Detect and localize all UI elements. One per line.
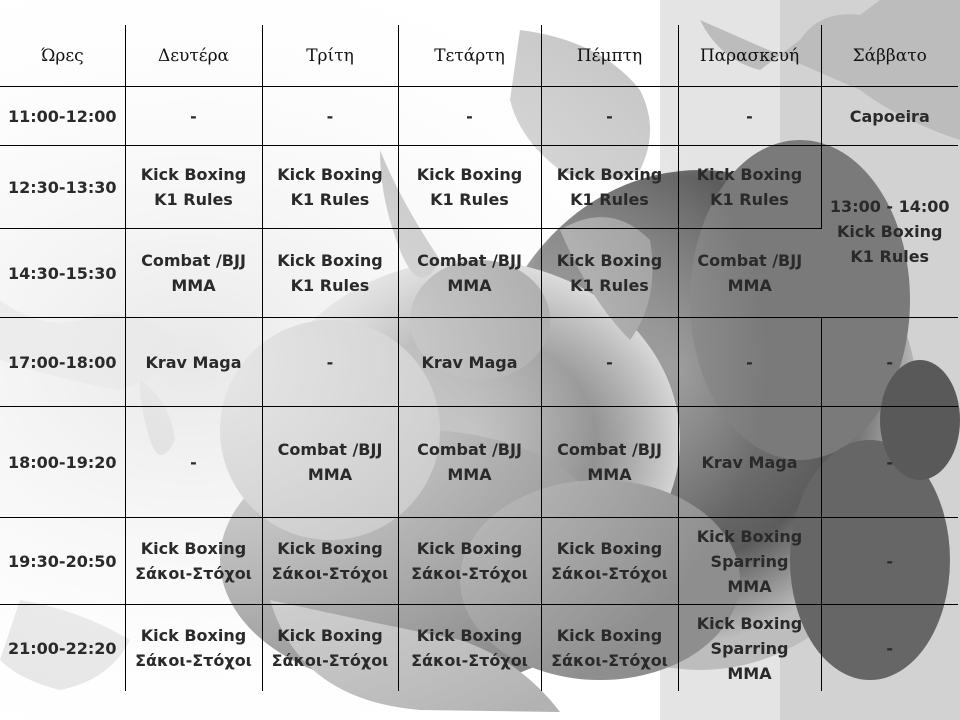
schedule-cell: - [125,407,262,518]
schedule-cell: Combat /BJJ MMA [398,407,541,518]
schedule-cell: Kick Boxing Σάκοι-Στόχοι [398,605,541,692]
schedule-cell: Kick Boxing K1 Rules [541,229,678,318]
schedule-cell: - [262,318,398,407]
schedule-cell-saturday-midday: 13:00 - 14:00 Kick Boxing K1 Rules [821,146,958,318]
schedule-cell: Kick Boxing Σάκοι-Στόχοι [541,605,678,692]
table-row [0,318,958,407]
schedule-cell: Kick Boxing K1 Rules [125,146,262,229]
schedule-cell: Kick Boxing Sparring MMA [678,605,821,692]
time-cell: 11:00-12:00 [0,87,125,146]
header-hours: Ώρες [0,25,125,87]
schedule-cell: - [125,87,262,146]
time-cell: 19:30-20:50 [0,518,125,605]
schedule-cell: - [886,638,894,658]
schedule-cell: Kick Boxing K1 Rules [678,146,821,229]
schedule-cell: Combat /BJJ MMA [125,229,262,318]
time-cell: 18:00-19:20 [0,407,125,518]
table-row [0,87,958,146]
schedule-cell: Kick Boxing Σάκοι-Στόχοι [125,605,262,692]
schedule-cell: Combat /BJJ MMA [398,229,541,318]
header-tuesday: Τρίτη [262,25,398,87]
time-cell: 12:30-13:30 [0,146,125,229]
schedule-cell: Kick Boxing Σάκοι-Στόχοι [541,518,678,605]
weekly-schedule-table [0,25,958,691]
schedule-cell: - [398,87,541,146]
schedule-cell: - [678,87,821,146]
time-cell: 17:00-18:00 [0,318,125,407]
header-thursday: Πέμπτη [541,25,678,87]
table-row [0,518,958,605]
schedule-cell: - [821,407,958,518]
time-cell: 21:00-22:20 [0,605,125,692]
schedule-cell: Kick Boxing Sparring MMA [678,518,821,605]
header-friday: Παρασκευή [678,25,821,87]
schedule-cell: - [821,318,958,407]
schedule-cell: Kick Boxing K1 Rules [398,146,541,229]
schedule-cell: - [541,318,678,407]
schedule-cell: - [821,518,958,605]
schedule-cell: Combat /BJJ MMA [262,407,398,518]
header-monday: Δευτέρα [125,25,262,87]
table-row [0,146,958,229]
schedule-cell: Krav Maga [398,318,541,407]
schedule-cell: Kick Boxing K1 Rules [262,229,398,318]
schedule-cell: Krav Maga [678,407,821,518]
table-row [0,407,958,518]
schedule-cell: - [262,87,398,146]
table-row [0,605,958,692]
schedule-cell: Krav Maga [125,318,262,407]
schedule-cell: Kick Boxing K1 Rules [541,146,678,229]
schedule-cell: Combat /BJJ MMA [678,229,821,318]
table-row [0,229,958,318]
header-saturday: Σάββατο [821,25,958,87]
schedule-cell: Kick Boxing K1 Rules [262,146,398,229]
schedule-cell: Kick Boxing Σάκοι-Στόχοι [262,518,398,605]
schedule-cell: Capoeira [821,87,958,146]
time-cell: 14:30-15:30 [0,229,125,318]
schedule-cell: - [678,318,821,407]
schedule-cell: Combat /BJJ MMA [541,407,678,518]
schedule-cell: Kick Boxing Σάκοι-Στόχοι [125,518,262,605]
header-row [0,25,958,87]
schedule-cell: - [541,87,678,146]
header-wednesday: Τετάρτη [398,25,541,87]
schedule-cell: Kick Boxing Σάκοι-Στόχοι [262,605,398,692]
schedule-cell: Kick Boxing Σάκοι-Στόχοι [398,518,541,605]
